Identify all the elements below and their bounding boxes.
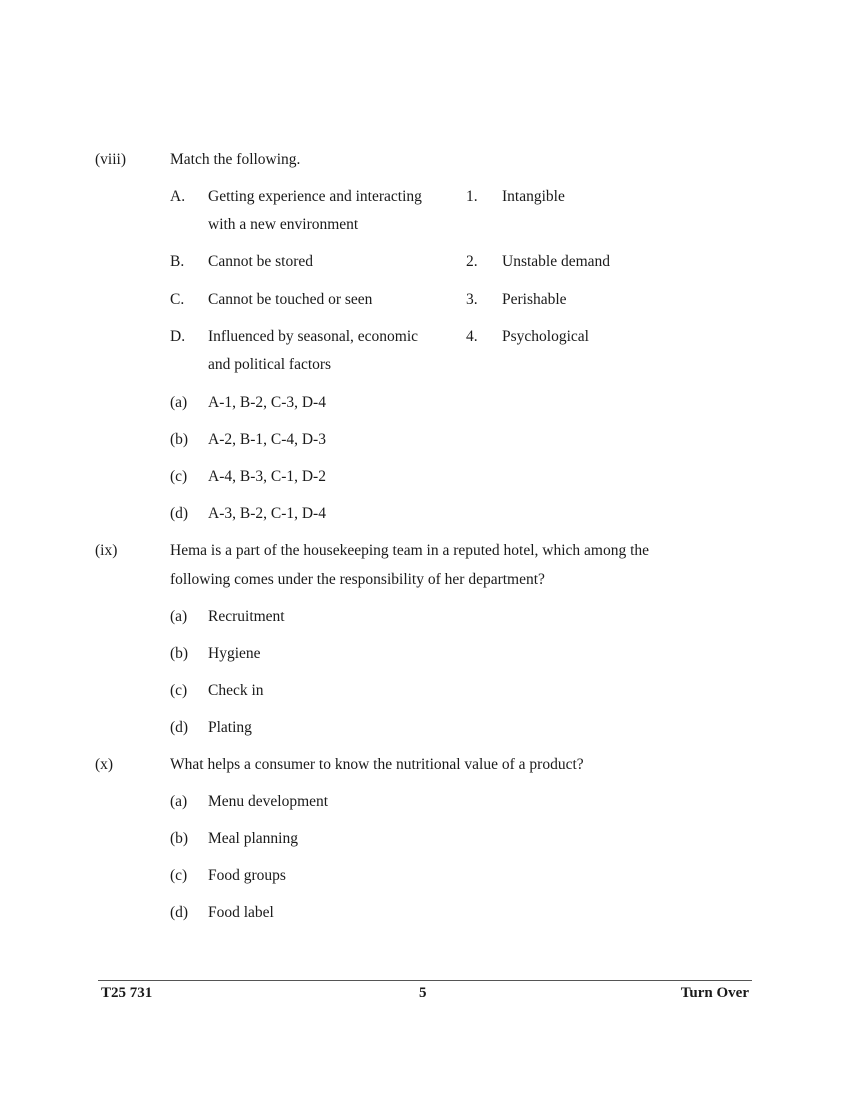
option-mark: (b) xyxy=(170,645,189,662)
option-mark: (a) xyxy=(170,793,188,810)
match-right-mark-1: 1. xyxy=(466,188,478,205)
option-text: A-3, B-2, C-1, D-4 xyxy=(208,505,326,522)
option-mark: (b) xyxy=(170,431,189,448)
match-left-text-a-line1: Getting experience and interacting xyxy=(208,188,422,205)
option-text: Menu development xyxy=(208,793,329,810)
option-text: Food groups xyxy=(208,867,286,884)
page-number: 5 xyxy=(419,985,427,1001)
option-mark: (c) xyxy=(170,682,188,699)
question-text-x: What helps a consumer to know the nutritional value of a product? xyxy=(170,756,584,773)
option-text: A-2, B-1, C-4, D-3 xyxy=(208,431,326,448)
option-text: Plating xyxy=(208,719,252,736)
question-number-x: (x) xyxy=(95,756,114,773)
option-mark: (a) xyxy=(170,608,188,625)
option-mark: (d) xyxy=(170,505,189,522)
option-mark: (a) xyxy=(170,394,188,411)
match-left-text-a-line2: with a new environment xyxy=(208,216,359,233)
option-text: Check in xyxy=(208,682,264,699)
match-right-text-4: Psychological xyxy=(502,328,589,345)
match-right-mark-2: 2. xyxy=(466,253,478,270)
match-right-text-1: Intangible xyxy=(502,188,565,205)
match-left-mark-c: C. xyxy=(170,291,185,308)
match-right-mark-3: 3. xyxy=(466,291,478,308)
option-mark: (b) xyxy=(170,830,189,847)
match-left-text-c: Cannot be touched or seen xyxy=(208,291,373,308)
question-text-ix-line1: Hema is a part of the housekeeping team in a reputed hotel, which among the xyxy=(170,542,650,559)
option-text: Recruitment xyxy=(208,608,285,625)
match-right-text-2: Unstable demand xyxy=(502,253,611,270)
turn-over-label: Turn Over xyxy=(680,985,749,1001)
option-text: Meal planning xyxy=(208,830,298,847)
question-text-ix-line2: following comes under the responsibility of her department? xyxy=(170,571,545,588)
question-text-viii: Match the following. xyxy=(170,151,301,168)
match-left-mark-a: A. xyxy=(170,188,186,205)
match-left-mark-d: D. xyxy=(170,328,186,345)
question-number-viii: (viii) xyxy=(95,151,126,168)
option-mark: (d) xyxy=(170,719,189,736)
match-left-text-b: Cannot be stored xyxy=(208,253,314,270)
match-left-text-d-line1: Influenced by seasonal, economic xyxy=(208,328,419,345)
question-number-ix: (ix) xyxy=(95,542,118,559)
option-mark: (c) xyxy=(170,468,188,485)
paper-code: T25 731 xyxy=(101,985,153,1001)
option-mark: (c) xyxy=(170,867,188,884)
match-right-text-3: Perishable xyxy=(502,291,567,308)
option-text: A-4, B-3, C-1, D-2 xyxy=(208,468,326,485)
option-text: Hygiene xyxy=(208,645,261,662)
option-text: Food label xyxy=(208,904,274,921)
option-mark: (d) xyxy=(170,904,189,921)
match-left-text-d-line2: and political factors xyxy=(208,356,332,373)
match-left-mark-b: B. xyxy=(170,253,185,270)
match-right-mark-4: 4. xyxy=(466,328,478,345)
option-text: A-1, B-2, C-3, D-4 xyxy=(208,394,326,411)
footer-divider xyxy=(98,980,752,981)
